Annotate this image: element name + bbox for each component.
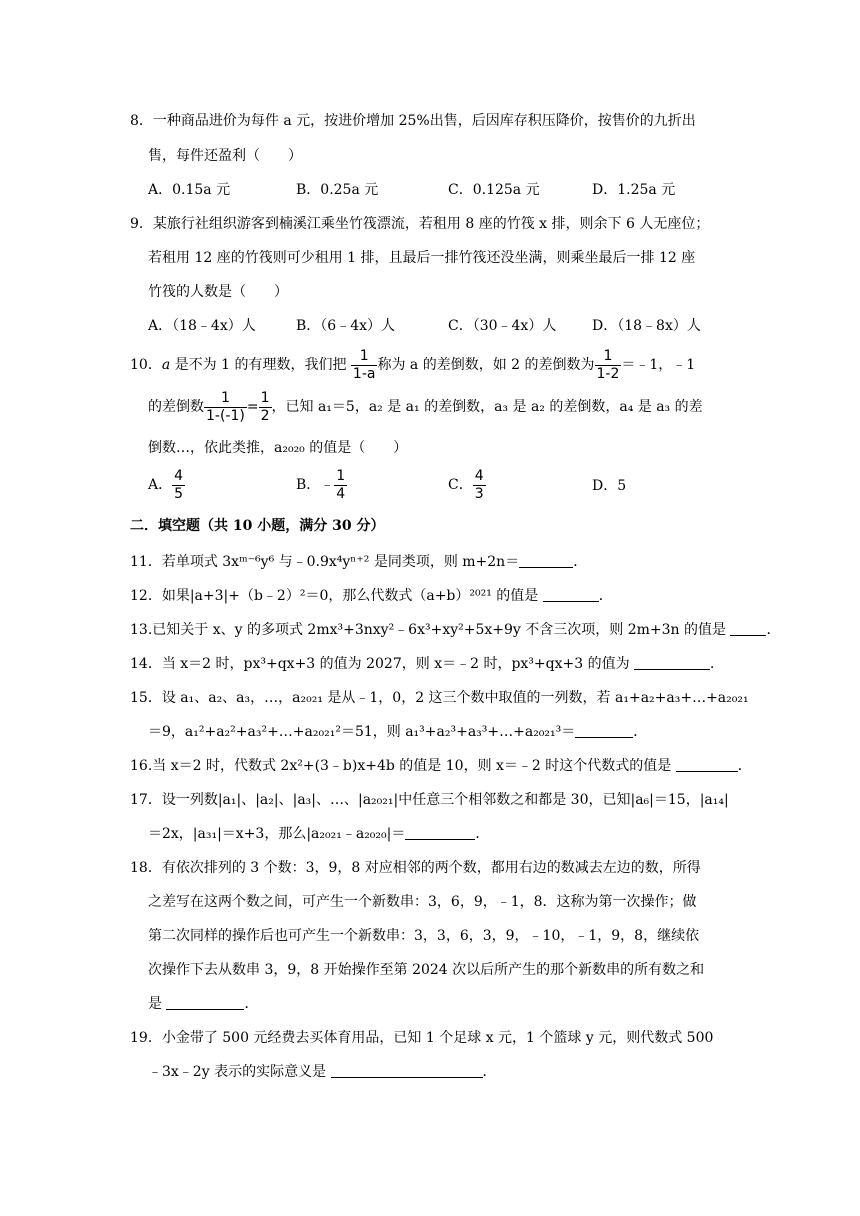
q10-text-4: 的差倒数 [148,399,204,415]
question-15-line-1: 15．设 a₁、a₂、a₃，…，a₂₀₂₁ 是从﹣1，0，2 这三个数中取值的一列数，若 a₁+a₂+a₃+…+a₂₀₂₁ [130,690,749,706]
q10-text-1: 是不为 1 的有理数，我们把 [170,357,347,373]
question-10-option-b [296,466,347,504]
question-19-line-2 [148,1062,497,1082]
fraction-numerator: 1 [260,389,270,406]
question-10-line-2 [148,388,703,426]
fraction-denominator: 1-a [352,365,376,382]
question-10-line-3: 倒数…，依此类推，a₂₀₂₀ 的值是（ ） [148,440,408,456]
answer-blank-16[interactable] [676,757,738,772]
question-8-option-c: C．0.125a 元 [448,182,540,198]
question-17-line-2 [148,824,489,844]
period: ． [633,724,648,740]
question-14-text: 14．当 x＝2 时，px³+qx+3 的值为 2027，则 x＝﹣2 时，px³+qx+3 的值为 [130,656,630,672]
period: ． [766,622,781,638]
question-18-line-1: 18．有依次排列的 3 个数：3，9，8 对应相邻的两个数，都用右边的数减去左边的数，所得 [130,860,701,876]
answer-blank-12[interactable] [543,587,599,602]
question-8-option-b: B．0.25a 元 [296,182,379,198]
question-10-option-c [448,466,486,504]
period: ． [598,588,613,604]
question-8-line-2: 售，每件还盈利（ ） [148,148,302,164]
question-19-line-1: 19．小金带了 500 元经费去买体育用品，已知 1 个足球 x 元，1 个篮球 y 元，则代数式 500 [130,1030,714,1046]
fraction-denominator: 1-(-1) [206,407,245,424]
fraction-denominator: 3 [474,485,484,502]
question-18-line-2: 之差写在这两个数之间，可产生一个新数串：3，6，9，﹣1，8．这称为第一次操作；做 [148,894,697,910]
answer-blank-11[interactable] [519,553,573,568]
question-18-line-4: 次操作下去从数串 3，9，8 开始操作至第 2024 次以后所产生的那个新数串的所有数之和 [148,962,705,978]
fraction-denominator: 5 [174,485,184,502]
q10-text-5: ，已知 a₁＝5，a₂ 是 a₁ 的差倒数，a₃ 是 a₂ 的差倒数，a₄ 是 a₃ 的差 [271,399,703,415]
question-14 [130,654,724,674]
period: ． [573,554,588,570]
question-13 [130,620,780,640]
q10-var-a: a [161,357,171,373]
question-13-text: 13.已知关于 x、y 的多项式 2mx³+3nxy²﹣6x³+xy²+5x+9y 不含三次项，则 2m+3n 的值是 [130,622,727,638]
question-19-text: ﹣3x﹣2y 表示的实际意义是 [148,1064,327,1080]
period: ． [710,656,725,672]
option-label: C． [448,477,473,493]
question-10-option-a [148,466,185,504]
q10-text-3: ＝﹣1，﹣1 [621,357,696,373]
question-18-line-3: 第二次同样的操作后也可产生一个新数串：3，3，6，3，9，﹣10，﹣1，9，8，继续依 [148,928,700,944]
question-10-option-d: D．5 [592,478,627,494]
q10-text-2: 称为 a 的差倒数，如 2 的差倒数为 [377,357,595,373]
fraction-numerator: 1 [336,467,346,484]
question-11-text: 11．若单项式 3xᵐ⁻⁶y⁶ 与﹣0.9x⁴yⁿ⁺² 是同类项，则 m+2n＝ [130,554,520,570]
question-9-option-d: D．（18﹣8x）人 [592,318,701,334]
question-9-line-3: 竹筏的人数是（ ） [148,284,288,300]
fraction-denominator: 1-2 [596,365,620,382]
fraction-numerator: 4 [174,467,184,484]
fraction-denominator: 2 [260,407,270,424]
question-9-line-1: 9．某旅行社组织游客到楠溪江乘坐竹筏漂流，若租用 8 座的竹筏 x 排，则余下 6 人无座位； [130,216,710,232]
question-12-text: 12．如果|a+3|+（b﹣2）²＝0，那么代数式（a+b）²⁰²¹ 的值是 [130,588,539,604]
answer-blank-19[interactable] [331,1063,483,1078]
fraction-1-over-1-minus-neg-1 [204,390,247,425]
question-11 [130,552,587,572]
question-18-text: 是 [148,996,162,1012]
period: ． [482,1064,497,1080]
question-9-option-b: B．（6﹣4x）人 [296,318,395,334]
question-9-line-2: 若租用 12 座的竹筏则可少租用 1 排，且最后一排竹筏还没坐满，则乘坐最后一排 12 座 [148,250,696,266]
question-9-option-c: C．（30﹣4x）人 [448,318,557,334]
question-17-line-1: 17．设一列数|a₁|、|a₂|、|a₃|、…、|a₂₀₂₁|中任意三个相邻数之和都是 30，已知|a₆|＝15，|a₁₄| [130,792,729,808]
fraction-4-over-3 [473,468,486,503]
question-8-option-d: D．1.25a 元 [592,182,676,198]
period: ． [737,758,752,774]
question-17-text: ＝2x，|a₃₁|＝x+3，那么|a₂₀₂₁﹣a₂₀₂₀|＝ [148,826,406,842]
answer-blank-14[interactable] [634,655,710,670]
period: ． [475,826,490,842]
question-15-line-2 [148,722,647,742]
answer-blank-15[interactable] [575,723,633,738]
period: ． [244,996,259,1012]
fraction-denominator: 4 [336,485,346,502]
question-8-option-a: A．0.15a 元 [148,182,231,198]
fraction-1-over-2 [259,390,272,425]
fraction-numerator: 1 [220,389,230,406]
q10-equals: = [246,399,259,415]
question-18-line-5 [148,994,258,1014]
fraction-4-over-5 [172,468,185,503]
fraction-numerator: 1 [603,347,613,364]
question-10-line-1 [130,346,695,384]
option-label: B．﹣ [296,477,335,493]
question-9-option-a: A．（18﹣4x）人 [148,318,256,334]
fraction-numerator: 4 [474,467,484,484]
fraction-1-over-4 [334,468,347,503]
fraction-1-over-1-minus-a [351,348,378,383]
answer-blank-13[interactable] [730,621,766,636]
question-16 [130,756,752,776]
answer-blank-18[interactable] [166,995,244,1010]
section-2-heading: 二．填空题（共 10 小题，满分 30 分） [130,518,385,534]
fraction-numerator: 1 [359,347,369,364]
option-label: A． [148,477,173,493]
question-16-text: 16.当 x＝2 时，代数式 2x²+(3﹣b)x+4b 的值是 10，则 x＝﹣2 时这个代数式的值是 [130,758,672,774]
q10-number: 10． [130,357,162,373]
question-15-text: ＝9，a₁²+a₂²+a₃²+…+a₂₀₂₁²＝51，则 a₁³+a₂³+a₃³+…+a₂₀₂₁³＝ [148,724,576,740]
answer-blank-17[interactable] [405,825,475,840]
question-8-line-1: 8．一种商品进价为每件 a 元，按进价增加 25%出售，后因库存积压降价，按售价的九折出 [130,113,696,129]
fraction-1-over-1-minus-2 [595,348,622,383]
question-12 [130,586,613,606]
